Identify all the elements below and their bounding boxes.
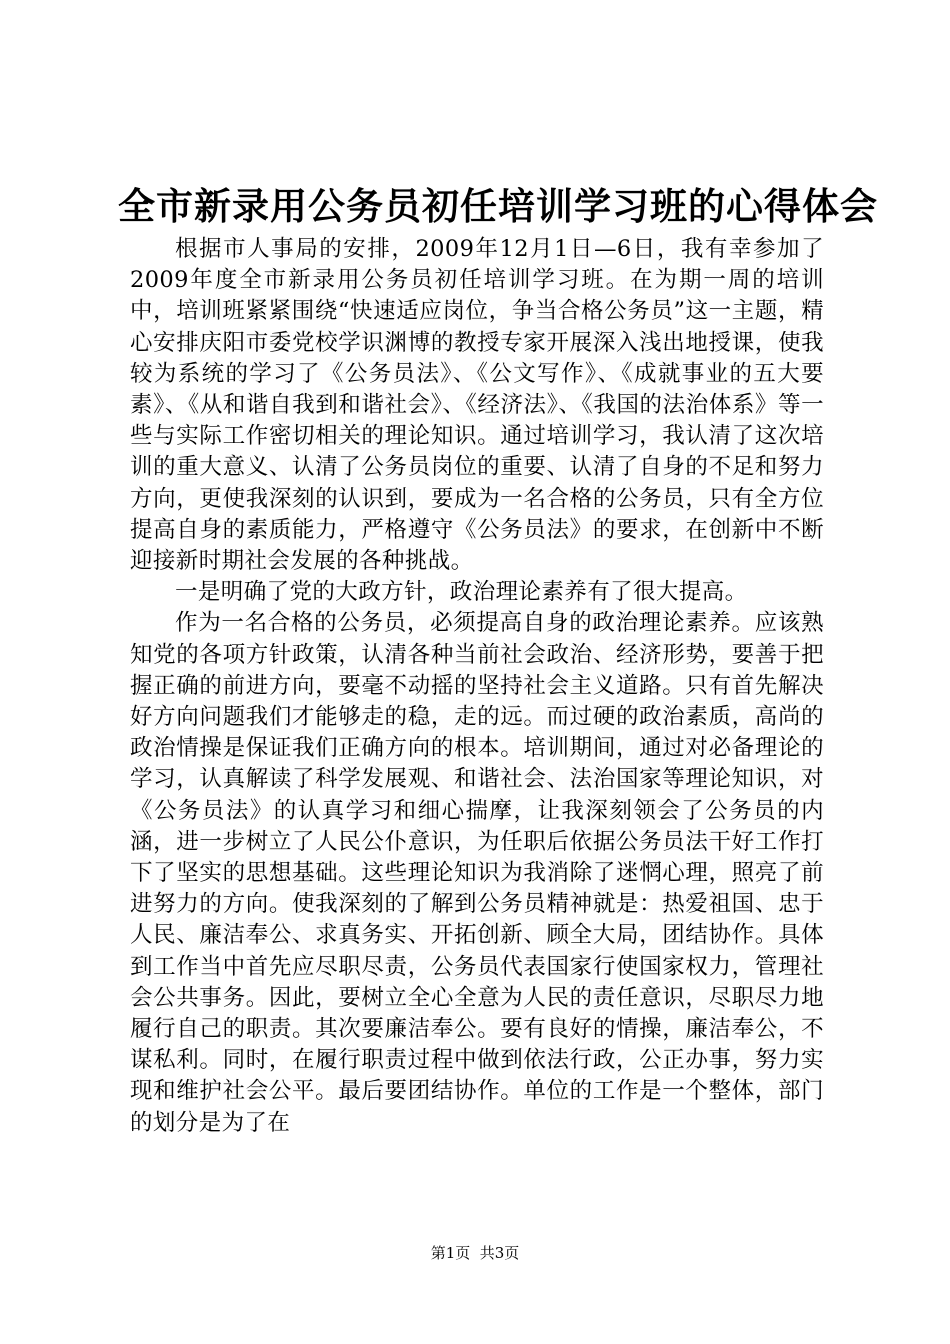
document-body (130, 234, 824, 1139)
paragraph-political-theory: 作为一名合格的公务员，必须提高自身的政治理论素养。应该熟知党的各项方针政策，认清各种当前社会政治、经济形势，要善于把握正确的前进方向，要毫不动摇的坚持社会主义道路。只有首先解决好方向问题我们才能够走的稳，走的远。而过硬的政治素质，高尚的政治情操是保证我们正确方向的根本。培训期间，通过对必备理论的学习，认真解读了科学发展观、和谐社会、法治国家等理论知识，对《公务员法》的认真学习和细心揣摩，让我深刻领会了公务员的内涵，进一步树立了人民公仆意识，为任职后依据公务员法干好工作打下了坚实的思想基础。这些理论知识为我消除了迷惘心理，照亮了前进努力的方向。使我深刻的了解到公务员精神就是：热爱祖国、忠于人民、廉洁奉公、求真务实、开拓创新、顾全大局，团结协作。具体到工作当中首先应尽职尽责，公务员代表国家行使国家权力，管理社会公共事务。因此，要树立全心全意为人民的责任意识，尽职尽力地履行自己的职责。其次要廉洁奉公。要有良好的情操，廉洁奉公，不谋私利。同时，在履行职责过程中做到依法行政，公正办事，努力实现和维护社会公平。最后要团结协作。单位的工作是一个整体，部门的划分是为了在 (130, 610, 824, 1136)
document-title: 全市新录用公务员初任培训学习班的心得体会 (118, 185, 878, 228)
paragraph-intro: 根据市人事局的安排，2009年12月1日—6日，我有幸参加了2009年度全市新录用公务员初任培训学习班。在为期一周的培训中，培训班紧紧围绕“快速适应岗位，争当合格公务员”这一主题，精心安排庆阳市委党校学识渊博的教授专家开展深入浅出地授课，使我较为系统的学习了《公务员法》、《公文写作》、《成就事业的五大要素》、《从和谐自我到和谐社会》、《经济法》、《我国的法治体系》等一些与实际工作密切相关的理论知识。通过培训学习，我认清了这次培训的重大意义、认清了公务员岗位的重要、认清了自身的不足和努力方向，更使我深刻的认识到，要成为一名合格的公务员，只有全方位提高自身的素质能力，严格遵守《公务员法》的要求，在创新中不断迎接新时期社会发展的各种挑战。 (130, 236, 824, 575)
page-number-footer: 第1页 共3页 (430, 1244, 520, 1262)
paragraph-section-heading: 一是明确了党的大政方针，政治理论素养有了很大提高。 (175, 579, 748, 606)
